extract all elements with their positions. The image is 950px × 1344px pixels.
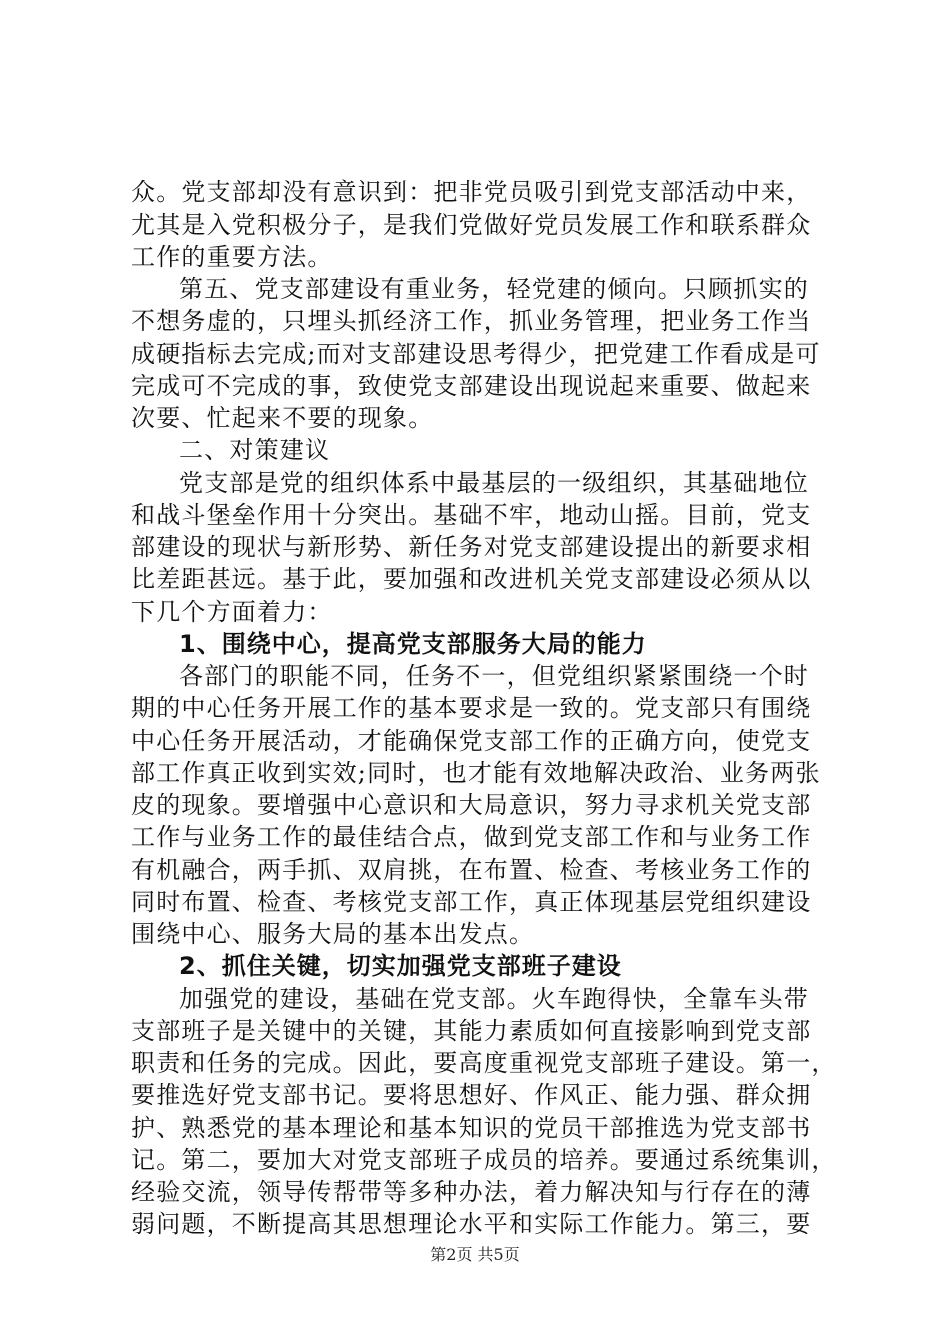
paragraph-line: 加强党的建设，基础在党支部。火车跑得快，全靠车头带 — [179, 985, 809, 1013]
page-footer: 第2页 共5页 — [430, 1245, 520, 1264]
paragraph-line: 部工作真正收到实效;同时，也才能有效地解决政治、业务两张 — [131, 759, 821, 787]
paragraph-line: 和战斗堡垒作用十分突出。基础不牢，地动山摇。目前，党支 — [131, 501, 812, 529]
paragraph-line: 党支部是党的组织体系中最基层的一级组织，其基础地位 — [179, 469, 809, 497]
paragraph-line: 众。党支部却没有意识到：把非党员吸引到党支部活动中来， — [131, 178, 812, 206]
paragraph-line: 不想务虚的，只埋头抓经济工作，抓业务管理，把业务工作当 — [131, 307, 812, 335]
paragraph-line: 记。第二，要加大对党支部班子成员的培养。要通过系统集训， — [131, 1146, 837, 1174]
section-heading: 二、对策建议 — [179, 436, 331, 464]
paragraph-line: 弱问题，不断提高其思想理论水平和实际工作能力。第三，要 — [131, 1210, 812, 1238]
paragraph-line: 部建设的现状与新形势、新任务对党支部建设提出的新要求相 — [131, 533, 812, 561]
paragraph-line: 皮的现象。要增强中心意识和大局意识，努力寻求机关党支部 — [131, 791, 812, 819]
paragraph-line: 同时布置、检查、考核党支部工作，真正体现基层党组织建设 — [131, 888, 812, 916]
paragraph-line: 支部班子是关键中的关键，其能力素质如何直接影响到党支部 — [131, 1017, 812, 1045]
subsection-heading: 2、抓住关键，切实加强党支部班子建设 — [179, 952, 622, 980]
paragraph-line: 比差距甚远。基于此，要加强和改进机关党支部建设必须从以 — [131, 565, 812, 593]
paragraph-line: 经验交流，领导传帮带等多种办法，着力解决知与行存在的薄 — [131, 1178, 812, 1206]
paragraph-line: 完成可不完成的事，致使党支部建设出现说起来重要、做起来 — [131, 372, 812, 400]
paragraph-line: 护、熟悉党的基本理论和基本知识的党员干部推选为党支部书 — [131, 1114, 812, 1142]
paragraph-line: 下几个方面着力： — [131, 598, 333, 626]
paragraph-line: 各部门的职能不同，任务不一，但党组织紧紧围绕一个时 — [179, 662, 809, 690]
paragraph-line: 中心任务开展活动，才能确保党支部工作的正确方向，使党支 — [131, 727, 812, 755]
paragraph-line: 工作的重要方法。 — [131, 243, 333, 271]
paragraph-line: 第五、党支部建设有重业务，轻党建的倾向。只顾抓实的 — [179, 275, 809, 303]
paragraph-line: 成硬指标去完成;而对支部建设思考得少，把党建工作看成是可 — [131, 340, 821, 368]
paragraph-line: 职责和任务的完成。因此，要高度重视党支部班子建设。第一， — [131, 1049, 837, 1077]
paragraph-line: 尤其是入党积极分子，是我们党做好党员发展工作和联系群众 — [131, 211, 812, 239]
paragraph-line: 次要、忙起来不要的现象。 — [131, 404, 434, 432]
paragraph-line: 有机融合，两手抓、双肩挑，在布置、检查、考核业务工作的 — [131, 856, 812, 884]
paragraph-line: 期的中心任务开展工作的基本要求是一致的。党支部只有围绕 — [131, 694, 812, 722]
paragraph-line: 工作与业务工作的最佳结合点，做到党支部工作和与业务工作 — [131, 823, 812, 851]
paragraph-line: 围绕中心、服务大局的基本出发点。 — [131, 920, 535, 948]
paragraph-line: 要推选好党支部书记。要将思想好、作风正、能力强、群众拥 — [131, 1081, 812, 1109]
subsection-heading: 1、围绕中心，提高党支部服务大局的能力 — [179, 630, 647, 658]
